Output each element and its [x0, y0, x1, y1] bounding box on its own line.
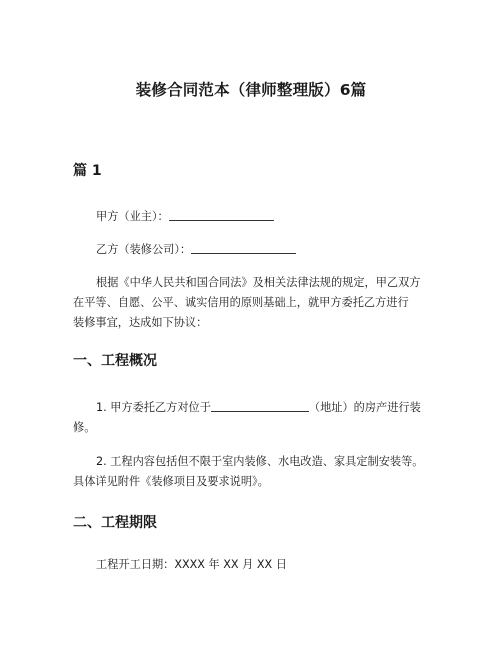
- party-a-blank: [169, 209, 274, 221]
- intro-line-3: 装修事宜，达成如下协议：: [73, 316, 208, 329]
- item-2-line-1: 2. 工程内容包括但不限于室内装修、水电改造、家具定制安装等。: [96, 455, 424, 468]
- heading-project-overview: 一、工程概况: [73, 353, 157, 369]
- address-blank: [211, 400, 309, 412]
- heading-project-period: 二、工程期限: [73, 515, 157, 531]
- party-b-line: [96, 240, 296, 260]
- item-1-prefix: 1. 甲方委托乙方对位于: [96, 401, 211, 414]
- party-a-line: [96, 207, 274, 227]
- party-b-blank: [191, 242, 296, 254]
- document-title: 装修合同范本（律师整理版）6篇: [135, 81, 367, 99]
- party-a-label: 甲方（业主）：: [96, 210, 169, 223]
- party-b-label: 乙方（装修公司）：: [96, 243, 192, 256]
- intro-line-1: 根据《中华人民共和国合同法》及相关法律法规的规定，甲乙双方: [96, 276, 421, 289]
- item-1-suffix: （地址）的房产进行装: [308, 401, 421, 414]
- intro-line-2: 在平等、自愿、公平、诚实信用的原则基础上，就甲方委托乙方进行: [73, 296, 409, 309]
- item-1-line-2: 修。: [73, 421, 96, 434]
- section-title: 篇 1: [73, 163, 102, 179]
- item-2-line-2: 具体详见附件《装修项目及要求说明》。: [73, 475, 269, 488]
- item-1-line-1: [96, 398, 421, 418]
- start-date-line: 工程开工日期：XXXX 年 XX 月 XX 日: [96, 558, 287, 571]
